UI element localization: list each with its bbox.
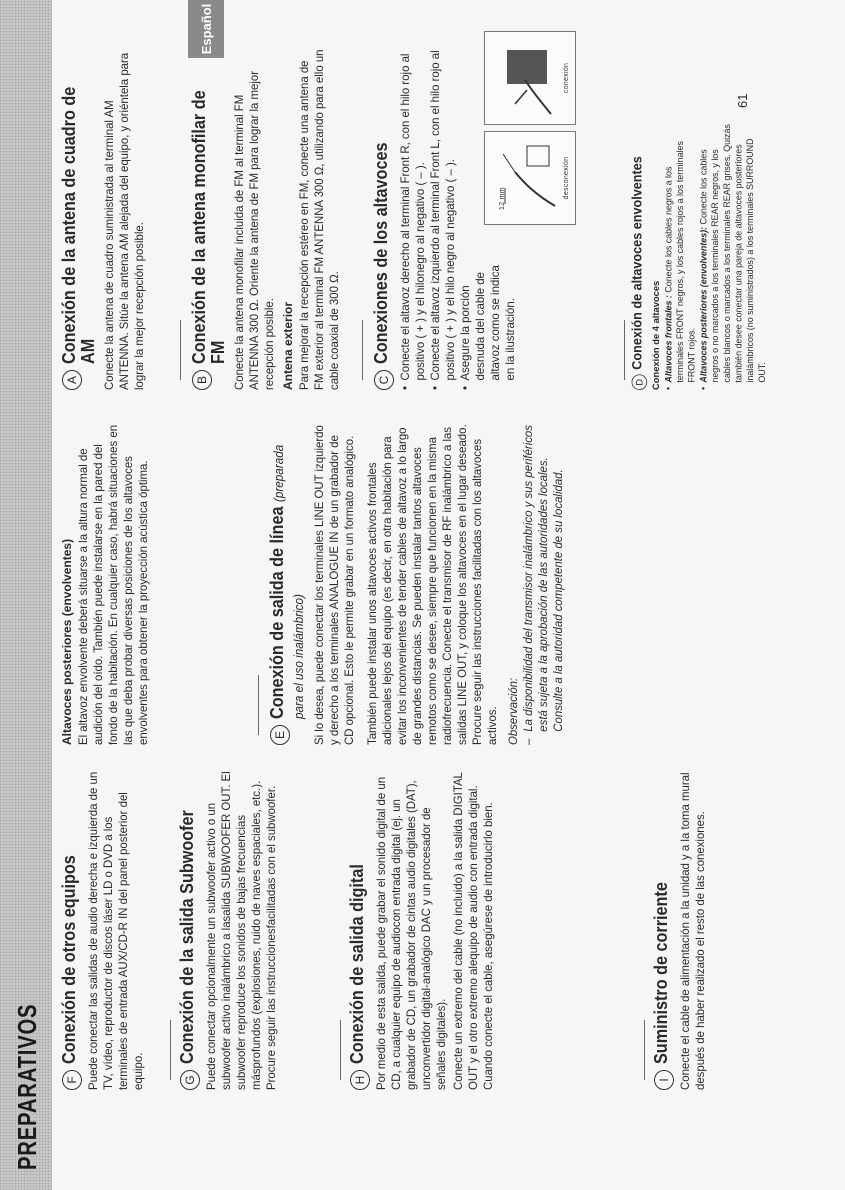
connect-label: conexión (563, 62, 570, 94)
speaker-bullet-1: Conecte el altavoz derecho al terminal Front R, con el hilo rojo al positivo ( + ) y el hilonegro al negativo ( – ). (398, 53, 427, 381)
wire-connect-figure (484, 31, 576, 125)
section-f-text: Puede conectar las salidas de audio derecha e izquierda de un TV, vídeo, reproductor de discos láser LD o DVD a los terminales de entrada AUX/CD-R IN del panel posterior del equipo. (86, 771, 145, 1090)
section-c-title: Conexiones de los altavoces (371, 142, 391, 364)
section-letter-g: G (180, 1070, 200, 1090)
external-antenna-label: Antena exterior (281, 301, 295, 390)
section-a-text: Conecte la antena de cuadro suministrada al terminal AM ANTENNA. Sitúe la antena AM alejada del equipo, y oriéntela para lograr la mejor recepción posible. (102, 52, 146, 390)
section-i-text: Conecte el cable de alimentación a la unidad y a la toma mural después de haber realizado el resto de las conexiones. (678, 772, 707, 1090)
wire-connect-illustration (485, 32, 575, 124)
bullet-dot: • (697, 386, 709, 390)
section-letter-d-visible: D (632, 374, 648, 390)
wire-disconnect-figure (484, 131, 576, 225)
rear-speakers-label: Altavoces posteriores (envolventes) (60, 538, 74, 745)
section-f-title: Conexión de otros equipos (59, 855, 79, 1064)
column-3 (0, 750, 845, 1090)
observation-text: La disponibilidad del transmisor inalámbrico y sus periféricos está sujeta a la aprobación de las autoridades locales. Consulte a la autoridad competente de su localidad. (521, 425, 565, 732)
external-antenna-text: Para mejorar la recepción estéreo en FM, conecte una antena de FM exterior al terminal FM ANTENNA 300 Ω, utilizando para ello un cable coaxial de 300 Ω. (297, 49, 341, 390)
section-i (652, 750, 708, 1090)
wire-disconnect-illustration (485, 132, 575, 224)
rear-speakers-text: El altavoz envolvente deberá situarse a la altura normal de audición del oído. También puede instalarse en la pared del fondo de la habitación. En cualquier caso, habrá situaciones en las que deba probar diversas posiciones de los altavoces envolventes para obtener la proyección acústica óptima. (76, 424, 150, 745)
divider (170, 1020, 171, 1080)
section-letter-b: B (192, 370, 212, 390)
section-b-title: Conexión de la antena monofilar de FM (189, 90, 228, 364)
section-letter-c: C (374, 370, 394, 390)
divider (624, 320, 625, 380)
front-speakers-bullet-visible (663, 123, 698, 390)
section-e-text-1: Si lo desea, puede conectar los terminales LINE OUT izquierdo y derecho a los terminales ANALOGUE IN de un grabador de CD opcional. Esto le permite grabar en un formato analógico. (312, 425, 356, 745)
section-h-title: Conexión de salida digital (347, 864, 367, 1064)
rear-speakers-bullet-visible-lead: Altavoces posteriores (envolventes): (697, 226, 709, 383)
section-h-text-1: Por medio de esta salida, puede grabar el sonido digital de un CD, a cualquier equipo de audiocon entrada digital (ej. un grabador de CD, un grabador de cintas audio digitales (DAT), unconvertidor digital-analógico DAC y un procesador de señales digitales). (374, 776, 448, 1090)
four-speakers-label-visible: Conexión de 4 altavoces (650, 280, 662, 390)
section-d-head (630, 109, 647, 390)
section-e-text-2: También puede instalar unos altavoces activos frontales adicionales lejos del equipo (es decir, en otra habitación para evitar los inconvenientes de tender cables de altavoz a lo largo de grandes distancias. Se pueden instalar tantos altavoces remotos como se desee, siempre que funcionen en la misma radiofrecuencia. Conecte el transmisor de RF inalámbrico a las salidas LINE OUT, y coloque los altavoces en el lugar deseado. Procure seguir las instrucciones facilitadas con los altavoces activos. (365, 424, 499, 745)
section-letter-a: A (62, 370, 82, 390)
page-number: 61 (735, 93, 750, 108)
section-f (60, 750, 146, 1090)
speaker-bullet-2: Conecte el altavoz izquierdo al terminal Front L, con el hilo rojo al positivo ( + ) y el hilo negro al negativo ( – ). (428, 50, 457, 381)
divider (180, 320, 181, 380)
divider (362, 320, 363, 380)
front-speakers-bullet-visible-text (663, 123, 698, 382)
divider (258, 675, 259, 735)
bullet-dot: • (662, 386, 674, 390)
section-i-title: Suministro de corriente (651, 882, 671, 1064)
section-c: C Conexiones de los altavoces • Conecte el altavoz derecho al terminal Front R, con el hilo rojo al positivo ( + ) y el hilonegro al negativo ( – ). • Conecte el altavoz izquierdo al terminal Front L, con el hilo rojo al positivo ( + ) y el hilo negro al negativo ( – ). • Asegure la porción desnuda del cable de altavoz como se indica en la ilustración. 12 mm desconexión conexión (372, 30, 518, 390)
front-speakers-bullet-visible-lead: Altavoces frontales : (662, 295, 674, 383)
section-letter-f: F (62, 1070, 82, 1090)
section-g-title: Conexión de la salida Subwoofer (177, 810, 197, 1064)
language-tab: Español (188, 0, 224, 58)
section-g (178, 750, 279, 1090)
section-h-text-2: Conecte un extremo del cable (no incluido) a la salida DIGITAL OUT y el otro extremo alequipo de audio con entrada digital. Cuando conecte el cable, asegúrese de introducirlo bien. (451, 772, 495, 1090)
disconnect-label: desconexión (563, 156, 570, 200)
page-header-title: PREPARATIVOS (12, 1003, 42, 1170)
section-h (348, 750, 496, 1090)
section-b (190, 30, 342, 390)
section-b-text: Conecte la antena monofilar incluida de FM al terminal FM ANTENNA 300 Ω. Oriente la antena de FM para lograr la mejor recepción posible. (232, 70, 276, 390)
column-2 (0, 405, 845, 745)
divider (340, 1020, 341, 1080)
section-d-rear (60, 405, 151, 745)
section-a-title: Conexión de la antena de cuadro de AM (59, 86, 98, 364)
front-speakers-bullet-visible-desc: Conecte los cables negros a los terminales FRONT negros, y los cables rojos a los terminales FRONT rojos. (662, 141, 698, 383)
rear-speakers-bullet-visible (698, 123, 768, 390)
section-e: E Conexión de salida de línea (preparada para el uso inalámbrico) Si lo desea, puede conectar los terminales LINE OUT izquierdo y derecho a los terminales ANALOGUE IN de un grabador de CD opcional. Esto le permite grabar en un formato analógico. También puede instalar unos altavoces activos frontales adicionales lejos del equipo (es decir, en otra habitación para evitar los inconvenientes de tender cables de altavoz a lo largo de grandes distancias. Se pueden instalar tantos altavoces remotos como se desee, siempre que funcionen en la misma radiofrecuencia. Conecte el transmisor de RF inalámbrico a las salidas LINE OUT, y coloque los altavoces en el lugar deseado. Procure seguir las instrucciones facilitadas con los altavoces activos. Observación: – La disponibilidad del transmisor inalámbrico y sus periféricos está sujeta a la aprobación de las autoridades locales. Consulte a la autoridad competente de su localidad. (268, 405, 566, 745)
section-e-title-sub: (preparada para el uso inalámbrico) (271, 444, 306, 719)
section-d-title-visible: Conexión de altavoces envolventes (629, 156, 645, 370)
rear-speakers-bullet-visible-text (698, 123, 768, 382)
observation-label: Observación: (506, 677, 520, 745)
divider (644, 1020, 645, 1080)
section-letter-h: H (350, 1070, 370, 1090)
section-letter-e: E (270, 725, 290, 745)
section-g-text: Puede conectar opcionalmente un subwoofer activo o un subwoofer activo inalámbrico a lasalida SUBWOOFER OUT. El subwoofer reproduce los sonidos de bajas frecuencias másprofundos (explosiones, ruido de naves espaciales, etc.). Procure seguir las instruccionesfacilitadas con el subwoofer. (204, 771, 278, 1090)
section-letter-i: I (654, 1070, 674, 1090)
wire-length-label: 12 mm (499, 187, 506, 210)
rear-speakers-bullet-visible-desc: Conecte los cables negros o no marcados a los terminales REAR negros, y los cables blancos o marcados a los terminales REAR grises. Quizás también desee conectar una pareja de altavoces posteriores inalámbricos (no suministrados) a los terminales SURROUND OUT. (697, 124, 768, 383)
section-a (60, 30, 147, 390)
section-d-block (630, 109, 768, 390)
section-e-title: Conexión de salida de línea (267, 506, 287, 719)
speaker-bullet-3: Asegure la porción desnuda del cable de altavoz como se indica en la ilustración. (458, 265, 517, 381)
